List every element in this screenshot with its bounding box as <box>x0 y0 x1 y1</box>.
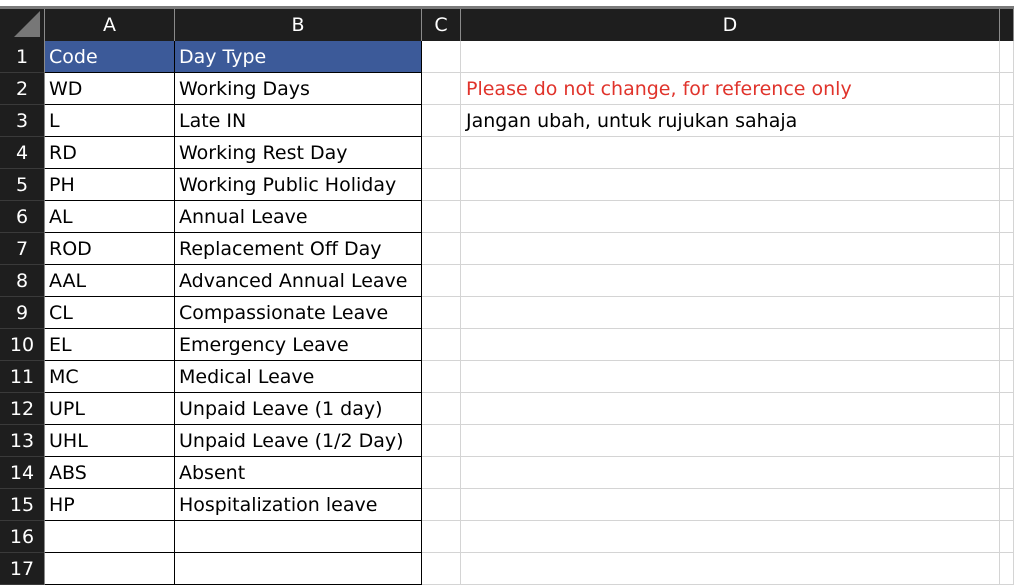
cell-e[interactable] <box>1000 73 1014 105</box>
cell-d[interactable] <box>461 521 1000 553</box>
cell-b[interactable]: Unpaid Leave (1 day) <box>175 393 422 425</box>
cell-a[interactable] <box>45 553 175 585</box>
column-header-row <box>0 9 1014 41</box>
select-all-button[interactable] <box>0 9 45 41</box>
cell-c[interactable] <box>422 393 461 425</box>
table-row <box>0 425 1014 457</box>
cell-e[interactable] <box>1000 265 1014 297</box>
row-header[interactable]: 8 <box>0 265 45 297</box>
cell-a[interactable]: UHL <box>45 425 175 457</box>
row-header[interactable]: 10 <box>0 329 45 361</box>
cell-c[interactable] <box>422 521 461 553</box>
cell-e[interactable] <box>1000 553 1014 585</box>
cell-d[interactable] <box>461 169 1000 201</box>
row-header[interactable]: 3 <box>0 105 45 137</box>
cell-e[interactable] <box>1000 489 1014 521</box>
cell-e[interactable] <box>1000 393 1014 425</box>
cell-c[interactable] <box>422 233 461 265</box>
cell-d[interactable]: Please do not change, for reference only <box>461 73 1000 105</box>
column-header-b[interactable]: B <box>175 9 422 41</box>
cell-a[interactable]: MC <box>45 361 175 393</box>
cell-d[interactable] <box>461 265 1000 297</box>
cell-c[interactable] <box>422 489 461 521</box>
cell-a[interactable]: EL <box>45 329 175 361</box>
cell-b[interactable]: Advanced Annual Leave <box>175 265 422 297</box>
cell-b[interactable]: Annual Leave <box>175 201 422 233</box>
cell-d[interactable] <box>461 41 1000 73</box>
cell-a[interactable]: ROD <box>45 233 175 265</box>
table-row <box>0 169 1014 201</box>
row-header[interactable]: 2 <box>0 73 45 105</box>
cell-b[interactable]: Replacement Off Day <box>175 233 422 265</box>
cell-a[interactable]: Code <box>45 41 175 73</box>
cell-b[interactable]: Unpaid Leave (1/2 Day) <box>175 425 422 457</box>
table-row <box>0 457 1014 489</box>
cell-e[interactable] <box>1000 361 1014 393</box>
cell-a[interactable]: UPL <box>45 393 175 425</box>
table-row <box>0 73 1014 105</box>
cell-b[interactable] <box>175 521 422 553</box>
column-header-a[interactable]: A <box>45 9 175 41</box>
column-header-d[interactable]: D <box>461 9 1000 41</box>
cell-d[interactable] <box>461 329 1000 361</box>
row-header[interactable]: 6 <box>0 201 45 233</box>
cell-b[interactable] <box>175 553 422 585</box>
cell-c[interactable] <box>422 201 461 233</box>
cell-c[interactable] <box>422 329 461 361</box>
cell-d[interactable] <box>461 361 1000 393</box>
cell-b[interactable]: Day Type <box>175 41 422 73</box>
table-row <box>0 105 1014 137</box>
row-header[interactable]: 13 <box>0 425 45 457</box>
table-row <box>0 489 1014 521</box>
table-row <box>0 361 1014 393</box>
cell-c[interactable] <box>422 297 461 329</box>
cell-a[interactable]: AL <box>45 201 175 233</box>
row-header[interactable]: 14 <box>0 457 45 489</box>
row-header[interactable]: 4 <box>0 137 45 169</box>
cell-a[interactable]: PH <box>45 169 175 201</box>
table-row <box>0 521 1014 553</box>
cell-d[interactable] <box>461 297 1000 329</box>
select-all-triangle-icon <box>14 11 40 37</box>
table-row <box>0 201 1014 233</box>
row-header[interactable]: 17 <box>0 553 45 585</box>
row-header[interactable]: 5 <box>0 169 45 201</box>
cell-e[interactable] <box>1000 297 1014 329</box>
cell-d[interactable] <box>461 137 1000 169</box>
cell-e[interactable] <box>1000 425 1014 457</box>
cell-e[interactable] <box>1000 169 1014 201</box>
spreadsheet-grid <box>0 9 1014 585</box>
cell-d[interactable] <box>461 553 1000 585</box>
cell-c[interactable] <box>422 41 461 73</box>
cell-e[interactable] <box>1000 105 1014 137</box>
column-header-e[interactable] <box>1000 9 1014 41</box>
table-row <box>0 297 1014 329</box>
cell-d[interactable] <box>461 489 1000 521</box>
cell-a[interactable]: AAL <box>45 265 175 297</box>
table-row <box>0 329 1014 361</box>
cell-e[interactable] <box>1000 457 1014 489</box>
cell-e[interactable] <box>1000 329 1014 361</box>
table-row <box>0 137 1014 169</box>
cell-c[interactable] <box>422 105 461 137</box>
cell-c[interactable] <box>422 553 461 585</box>
row-header[interactable]: 15 <box>0 489 45 521</box>
table-row <box>0 553 1014 585</box>
row-header[interactable]: 16 <box>0 521 45 553</box>
cell-a[interactable]: ABS <box>45 457 175 489</box>
cell-e[interactable] <box>1000 41 1014 73</box>
grid-body <box>0 41 1014 585</box>
table-row <box>0 41 1014 73</box>
cell-b[interactable]: Working Rest Day <box>175 137 422 169</box>
cell-b[interactable]: Emergency Leave <box>175 329 422 361</box>
table-row <box>0 265 1014 297</box>
cell-c[interactable] <box>422 73 461 105</box>
cell-c[interactable] <box>422 265 461 297</box>
row-header[interactable]: 11 <box>0 361 45 393</box>
cell-a[interactable]: RD <box>45 137 175 169</box>
row-header[interactable]: 9 <box>0 297 45 329</box>
cell-a[interactable] <box>45 521 175 553</box>
cell-c[interactable] <box>422 169 461 201</box>
cell-d[interactable] <box>461 201 1000 233</box>
cell-a[interactable]: WD <box>45 73 175 105</box>
cell-b[interactable]: Working Days <box>175 73 422 105</box>
table-row <box>0 393 1014 425</box>
cell-d[interactable] <box>461 457 1000 489</box>
cell-d[interactable] <box>461 425 1000 457</box>
cell-e[interactable] <box>1000 521 1014 553</box>
cell-a[interactable]: L <box>45 105 175 137</box>
row-header[interactable]: 7 <box>0 233 45 265</box>
column-header-c[interactable]: C <box>422 9 461 41</box>
cell-c[interactable] <box>422 425 461 457</box>
cell-c[interactable] <box>422 361 461 393</box>
table-row <box>0 233 1014 265</box>
cell-b[interactable]: Late IN <box>175 105 422 137</box>
cell-d[interactable] <box>461 233 1000 265</box>
cell-a[interactable]: CL <box>45 297 175 329</box>
cell-d[interactable]: Jangan ubah, untuk rujukan sahaja <box>461 105 1000 137</box>
cell-b[interactable]: Medical Leave <box>175 361 422 393</box>
row-header[interactable]: 1 <box>0 41 45 73</box>
cell-e[interactable] <box>1000 201 1014 233</box>
cell-e[interactable] <box>1000 233 1014 265</box>
cell-d[interactable] <box>461 393 1000 425</box>
cell-c[interactable] <box>422 137 461 169</box>
row-header[interactable]: 12 <box>0 393 45 425</box>
cell-c[interactable] <box>422 457 461 489</box>
cell-b[interactable]: Working Public Holiday <box>175 169 422 201</box>
cell-e[interactable] <box>1000 137 1014 169</box>
cell-a[interactable]: HP <box>45 489 175 521</box>
cell-b[interactable]: Compassionate Leave <box>175 297 422 329</box>
cell-b[interactable]: Absent <box>175 457 422 489</box>
cell-b[interactable]: Hospitalization leave <box>175 489 422 521</box>
